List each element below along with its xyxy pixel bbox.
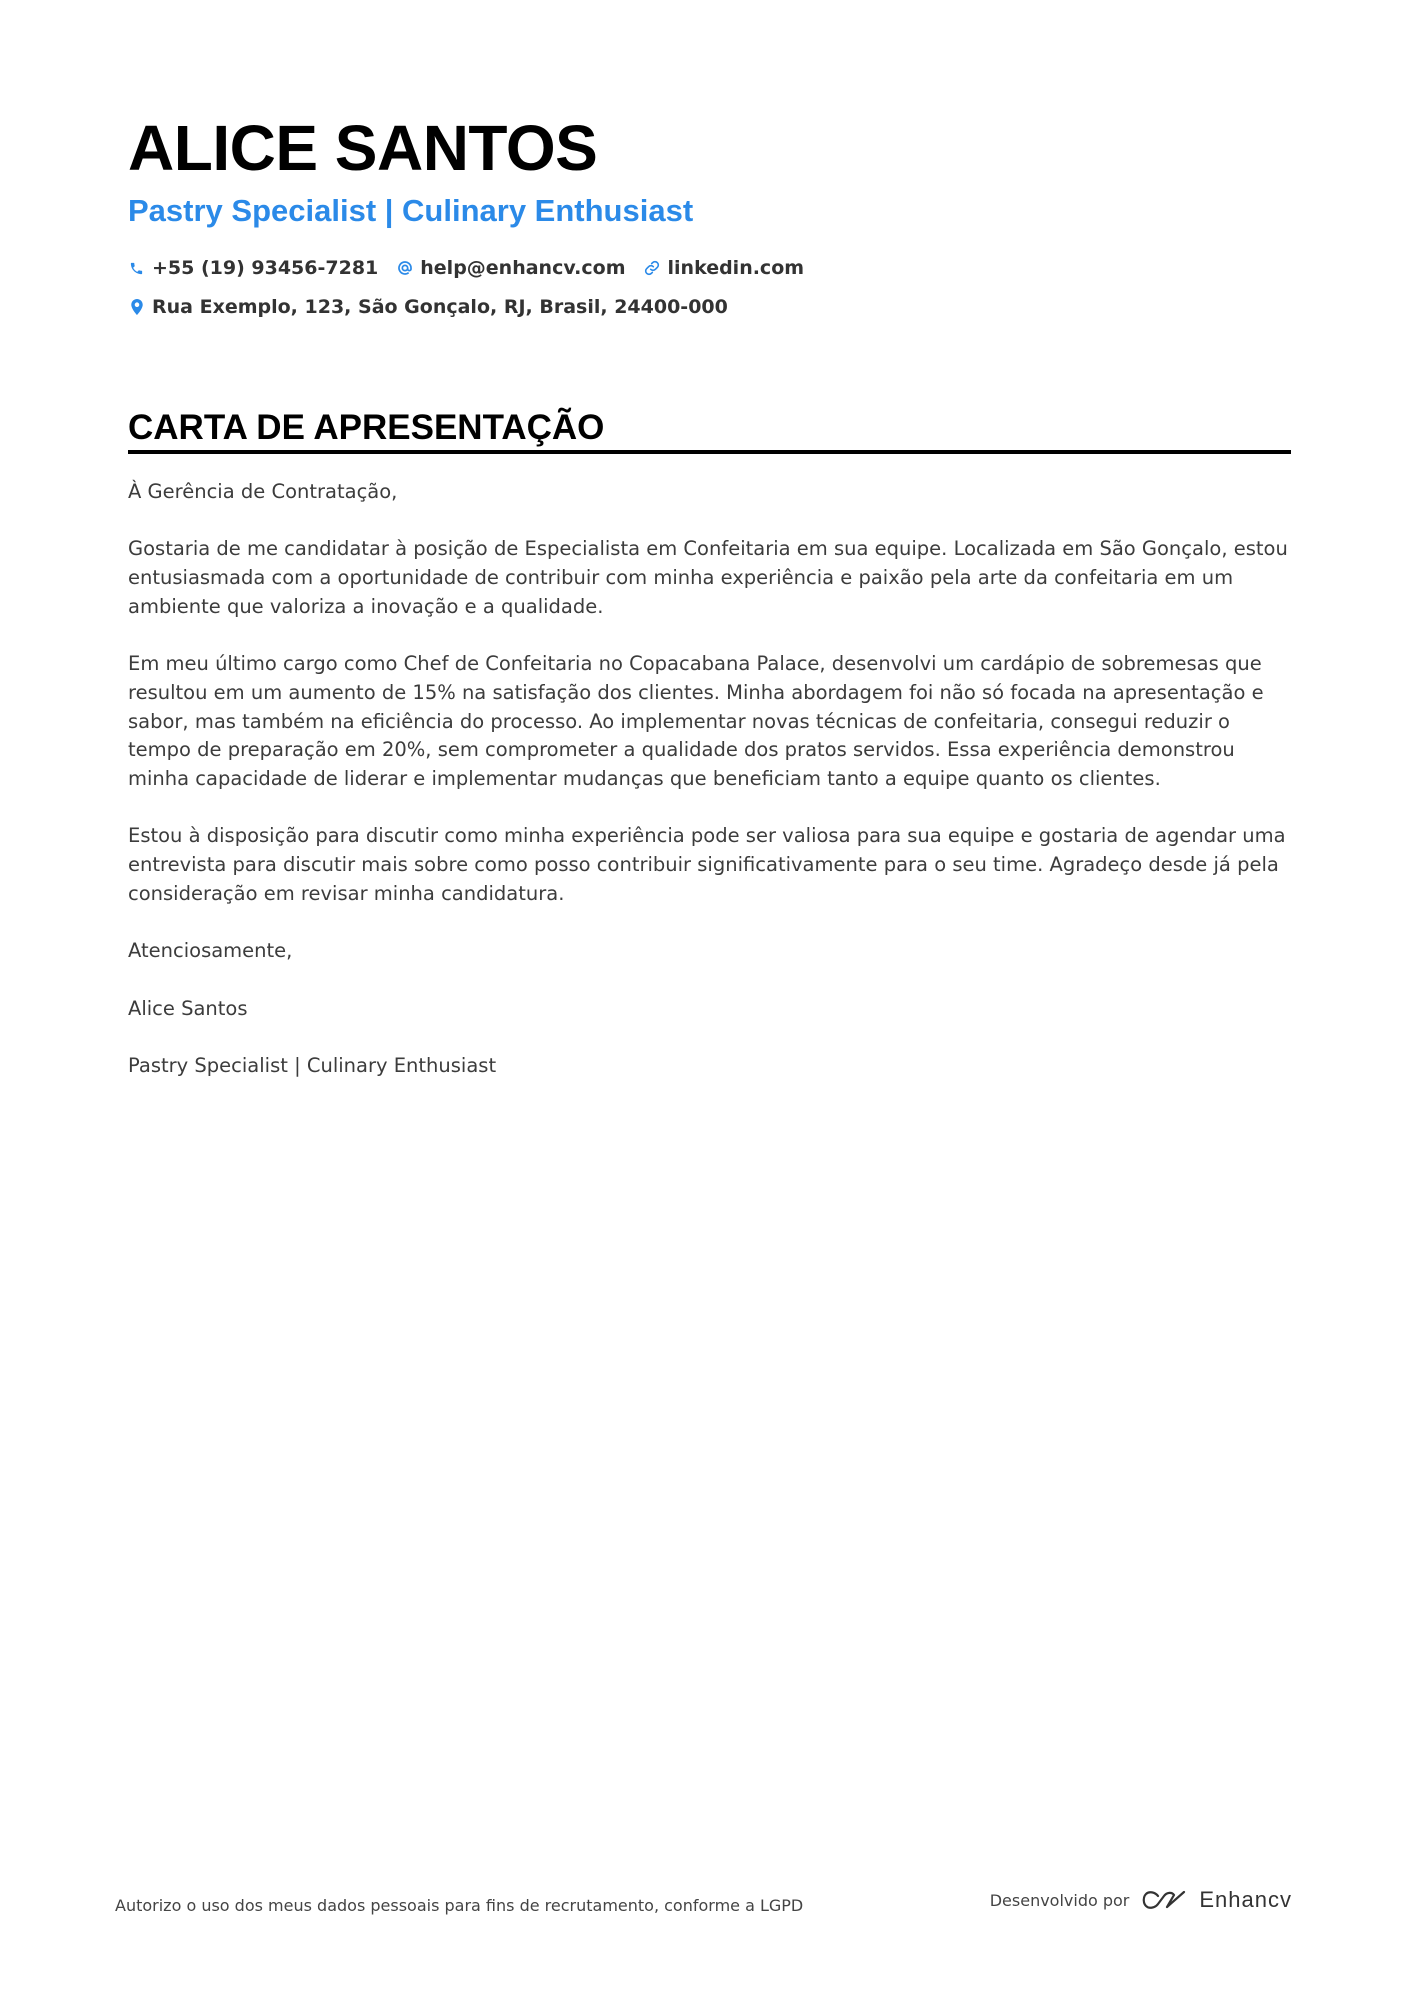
letter-paragraph: Estou à disposição para discutir como minha experiência pode ser valiosa para sua equipe e gostaria de agendar uma entrevista para discutir mais sobre como posso contribuir significativamente para o seu time. Agradeço desde já pela consideração em revisar minha candidatura. xyxy=(128,824,1286,905)
phone-number: +55 (19) 93456-7281 xyxy=(152,257,379,279)
powered-by-label: Desenvolvido por xyxy=(989,1890,1130,1910)
candidate-headline: Pastry Specialist | Culinary Enthusiast xyxy=(128,193,694,228)
brand-name: Enhancv xyxy=(1199,1887,1292,1912)
section-divider xyxy=(128,450,1291,454)
contact-address xyxy=(128,296,728,318)
signature-title: Pastry Specialist | Culinary Enthusiast xyxy=(128,1053,497,1077)
letter-paragraph: Em meu último cargo como Chef de Confeitaria no Copacabana Palace, desenvolvi um cardápio de sobremesas que resultou em um aumento de 15% na satisfação dos clientes. Minha abordagem foi não só focada na apresentação e sabor, mas também na eficiência do processo. Ao implementar novas técnicas de confeitaria, consegui reduzir o tempo de preparação em 20%, sem comprometer a qualidade dos pratos servidos. Essa experiência demonstrou minha capacidade de liderar e implementar mudanças que beneficiam tanto a equipe quanto os clientes. xyxy=(128,652,1264,790)
contact-phone[interactable] xyxy=(128,257,378,279)
candidate-name: ALICE SANTOS xyxy=(128,112,598,184)
contact-email[interactable] xyxy=(396,257,625,279)
enhancv-logo-icon xyxy=(1141,1888,1187,1912)
phone-icon xyxy=(128,260,145,277)
letter-salutation: À Gerência de Contratação, xyxy=(128,480,398,503)
letter-closing: Atenciosamente, xyxy=(128,939,293,963)
link-icon xyxy=(644,260,661,277)
location-pin-icon xyxy=(128,299,145,316)
signature-name: Alice Santos xyxy=(128,996,248,1020)
link-text: linkedin.com xyxy=(667,257,805,279)
contact-row-secondary xyxy=(128,292,746,322)
contact-link[interactable] xyxy=(644,257,805,279)
email-address: help@enhancv.com xyxy=(420,257,626,279)
contact-row-primary xyxy=(128,253,822,283)
letter-body xyxy=(128,478,1291,1109)
consent-notice: Autorizo o uso dos meus dados pessoais para fins de recrutamento, conforme a LGPD xyxy=(115,1896,804,1915)
letter-paragraph: Gostaria de me candidatar à posição de Especialista em Confeitaria em sua equipe. Localizada em São Gonçalo, estou entusiasmada com a oportunidade de contribuir com minha experiência e paixão pela arte da confeitaria em um ambiente que valoriza a inovação e a qualidade. xyxy=(128,537,1288,618)
powered-by[interactable] xyxy=(990,1880,1292,1920)
address-text: Rua Exemplo, 123, São Gonçalo, RJ, Brasil, 24400-000 xyxy=(152,296,728,318)
at-icon xyxy=(396,260,413,277)
section-title: CARTA DE APRESENTAÇÃO xyxy=(128,408,605,447)
